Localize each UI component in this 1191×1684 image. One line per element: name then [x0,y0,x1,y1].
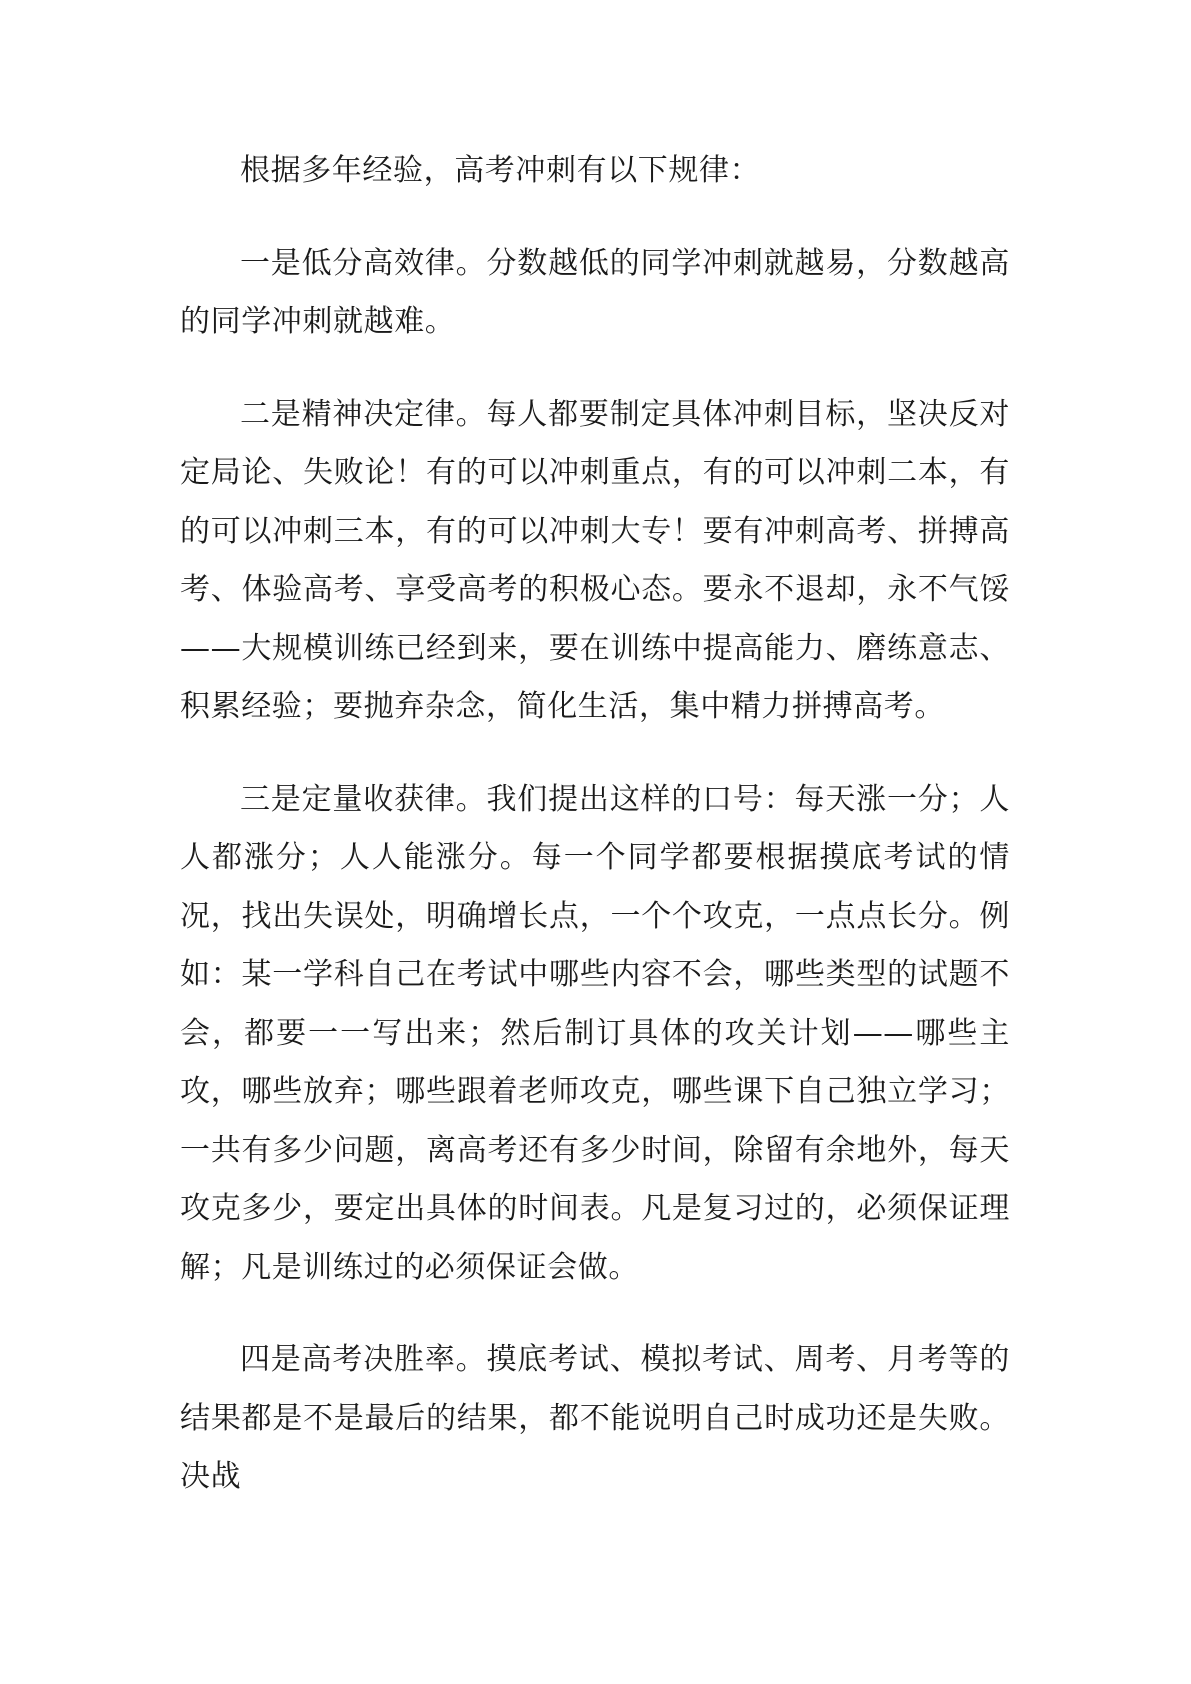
rule-four-paragraph: 四是高考决胜率。摸底考试、模拟考试、周考、月考等的结果都是不是最后的结果，都不能说明自己时成功还是失败。决战 [180,1342,1010,1494]
rule-three-paragraph: 三是定量收获律。我们提出这样的口号：每天涨一分；人人都涨分；人人能涨分。每一个同学都要根据摸底考试的情况，找出失误处，明确增长点，一个个攻克，一点点长分。例如：某一学科自己在考试中哪些内容不会，哪些类型的试题不会，都要一一写出来；然后制订具体的攻关计划——哪些主攻，哪些放弃；哪些跟着老师攻克，哪些课下自己独立学习；一共有多少问题，离高考还有多少时间，除留有余地外，每天攻克多少，要定出具体的时间表。凡是复习过的，必须保证理解；凡是训练过的必须保证会做。 [180,781,1010,1285]
rule-one-paragraph: 一是低分高效律。分数越低的同学冲刺就越易，分数越高的同学冲刺就越难。 [180,245,1010,339]
document-body [180,142,1010,1541]
rule-two-paragraph: 二是精神决定律。每人都要制定具体冲刺目标，坚决反对定局论、失败论！有的可以冲刺重点，有的可以冲刺二本，有的可以冲刺三本，有的可以冲刺大专！要有冲刺高考、拼搏高考、体验高考、享受高考的积极心态。要永不退却，永不气馁——大规模训练已经到来，要在训练中提高能力、磨练意志、积累经验；要抛弃杂念，简化生活，集中精力拼搏高考。 [180,396,1010,724]
intro-paragraph: 根据多年经验，高考冲刺有以下规律： [240,153,761,188]
